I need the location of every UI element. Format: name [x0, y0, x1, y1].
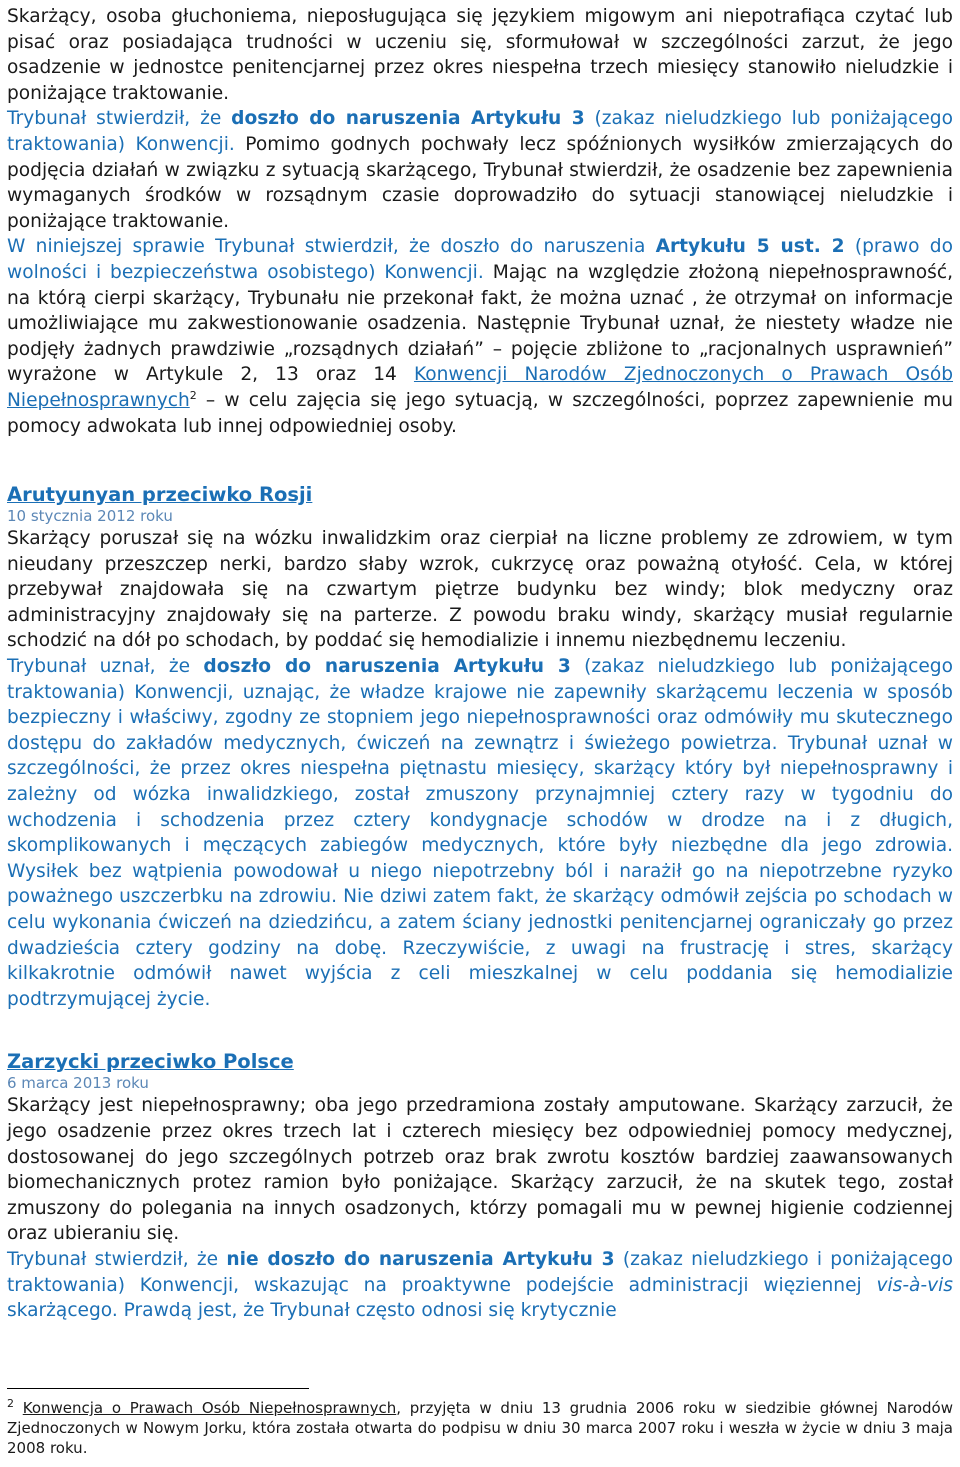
case-date-arutyunyan: 10 stycznia 2012 roku: [7, 507, 173, 526]
crpd-link[interactable]: Konwencji Narodów Zjednoczonych o Prawach Osób Niepełnosprawnych: [7, 364, 954, 411]
article-5-emphasis: Artykułu 5 ust. 2: [655, 236, 845, 258]
case1-ruling: Trybunał uznał, że doszło do naruszenia Artykułu 3 (zakaz nieludzkiego lub poniżającego traktowania) Konwencji, uznając, że władze krajowe nie zapewniły skarżącemu leczenia w sposób bezpieczny i właściwy, zgodny ze stopniem jego niepełnosprawności oraz odmówiły mu skutecznego dostępu do zakładów medycznych, ćwiczeń na zewnątrz i świeżego powietrza. Trybunał uznał w szczególności, że przez okres niespełna piętnastu miesięcy, skarżący który był niepełnosprawny i zależny od wózka inwalidzkiego, został zmuszony przynajmniej cztery razy w tygodniu do wchodzenia i schodzenia przez cztery kondygnacje schodów w drodze na i z długich, skomplikowanych i męczących zabiegów medycznych, które były niezbędne dla jego zdrowia. Wysiłek bez wątpienia powodował u niego niepotrzebny ból i narażił go na niepotrzebne ryzyko poważnego uszczerbku na zdrowiu. Nie dziwi zatem fakt, że skarżący odmówił zejścia po schodach w celu wykonania ćwiczeń na dziedzińcu, a zatem ściany jednostki penitencjarnej ograniczały go przez dwadzieścia cztery godziny na dobę. Rzeczywiście, z uwagi na frustrację i stres, skarżący kilkakrotnie odmówił nawet wyjścia z celi mieszkalnej w celu poddania się hemodializie podtrzymującej życie.: [7, 656, 953, 1010]
case1-violation-emphasis: doszło do naruszenia Artykułu 3: [203, 656, 571, 678]
intro-paragraph-1: Skarżący, osoba głuchoniema, nieposługująca się językiem migowym ani niepotrafiąca czytać lub pisać oraz posiadająca trudności w uczeniu się, sformułował w szczególności zarzut, że jego osadzenie w jednostce penitencjarnej przez okres niespełna trzech miesięcy stanowiło nieludzkie i poniżające traktowanie.: [7, 6, 953, 104]
document-page: [7, 4, 953, 1324]
intro-paragraph-2: Trybunał stwierdził, że doszło do naruszenia Artykułu 3 (zakaz nieludzkiego lub poniżającego traktowania) Konwencji. Pomimo godnych pochwały lecz spóźnionych wysiłków zmierzających do podjęcia działań w związku z sytuacją skarżącego, Trybunał stwierdził, że osadzenie bez zapewnienia wymaganych środków w rozsądnym czasie doprowadziło do sytuacji stanowiącej nieludzkie i poniżające traktowanie.: [7, 108, 953, 232]
footnote: $^2$ Konwencja o Prawach Osób Niepełnosprawnych, przyjęta w dniu 13 grudnia 2006 roku w siedzibie głównej Narodów Zjednoczonych w Nowym Jorku, która została otwarta do podpisu w dniu 30 marca 2007 roku i weszła w życie w dniu 3 maja 2008 roku.: [7, 1397, 953, 1457]
footnote-number: 2: [7, 1397, 14, 1410]
case1-facts: Skarżący poruszał się na wózku inwalidzkim oraz cierpiał na liczne problemy ze zdrowiem, w tym nieudany przeszczep nerki, bardzo słaby wzrok, cukrzycę oraz poważną otyłość. Cela, w której przebywał znajdowała się na czwartym piętrze budynku bez windy; blok medyczny oraz administracyjny znajdowały się na parterze. Z powodu braku windy, skarżący musiał regularnie schodzić na dół po schodach, by poddać się hemodializie i innemu niezbędnemu leczeniu.: [7, 528, 953, 652]
case2-no-violation-emphasis: nie doszło do naruszenia Artykułu 3: [226, 1248, 615, 1270]
case2-ruling: Trybunał stwierdził, że nie doszło do naruszenia Artykułu 3 (zakaz nieludzkiego i poniżającego traktowania) Konwencji, wskazując na proaktywne podejście administracji więziennej vis-à-vis skarżącego. Prawdą jest, że Trybunał często odnosi się krytycznie: [7, 1248, 953, 1322]
intro-ruling-text-2: W niniejszej sprawie Trybunał stwierdził, że doszło do naruszenia Artykułu 5 ust. 2 (prawo do wolności i bezpieczeństwa osobistego) Konwencji.: [7, 236, 953, 283]
intro-violation-emphasis: doszło do naruszenia Artykułu 3: [231, 108, 585, 130]
intro-ruling-text: Trybunał stwierdził, że doszło do naruszenia Artykułu 3 (zakaz nieludzkiego lub poniżającego traktowania) Konwencji.: [7, 108, 953, 155]
footnote-ref[interactable]: 2: [189, 388, 197, 402]
footnote-crpd-link[interactable]: Konwencja o Prawach Osób Niepełnosprawnych: [22, 1399, 397, 1417]
case2-facts: Skarżący jest niepełnosprawny; oba jego przedramiona zostały amputowane. Skarżący zarzucił, że jego osadzenie przez okres trzech lat i czterech miesięcy bez odpowiedniej pomocy medycznej, dostosowanej do jego szczególnych potrzeb oraz brak zwrotu kosztów bardziej zaawansowanych biomechanicznych protez ramion było poniżające. Skarżący zarzucił, że na skutek tego, został zmuszony do polegania na innych osadzonych, którzy pomagali mu w pewnej higienie codziennej oraz ubieraniu się.: [7, 1095, 953, 1245]
case-title-zarzycki[interactable]: Zarzycki przeciwko Polsce: [7, 1050, 294, 1074]
case-date-zarzycki: 6 marca 2013 roku: [7, 1074, 149, 1093]
footnote-divider: [7, 1388, 309, 1389]
intro-paragraph-3: W niniejszej sprawie Trybunał stwierdził, że doszło do naruszenia Artykułu 5 ust. 2 (prawo do wolności i bezpieczeństwa osobistego) Konwencji. Mając na względzie złożoną niepełnosprawność, na którą cierpi skarżący, Trybunału nie przekonał fakt, że można uznać , że otrzymał on informacje umożliwiające mu zakwestionowanie osadzenia. Następnie Trybunał uznał, że niestety władze nie podjęły żadnych prawdziwie „rozsądnych działań” – pojęcie zbliżone to „racjonalnych usprawnień” wyrażone w Artykule 2, 13 oraz 14 Konwencji Narodów Zjednoczonych o Prawach Osób Niepełnosprawnych$^2$ – w celu zajęcia się jego sytuacją, w szczególności, poprzez zapewnienie mu pomocy adwokata lub innej odpowiedniej osoby.: [7, 236, 954, 437]
case-title-arutyunyan[interactable]: Arutyunyan przeciwko Rosji: [7, 483, 313, 507]
